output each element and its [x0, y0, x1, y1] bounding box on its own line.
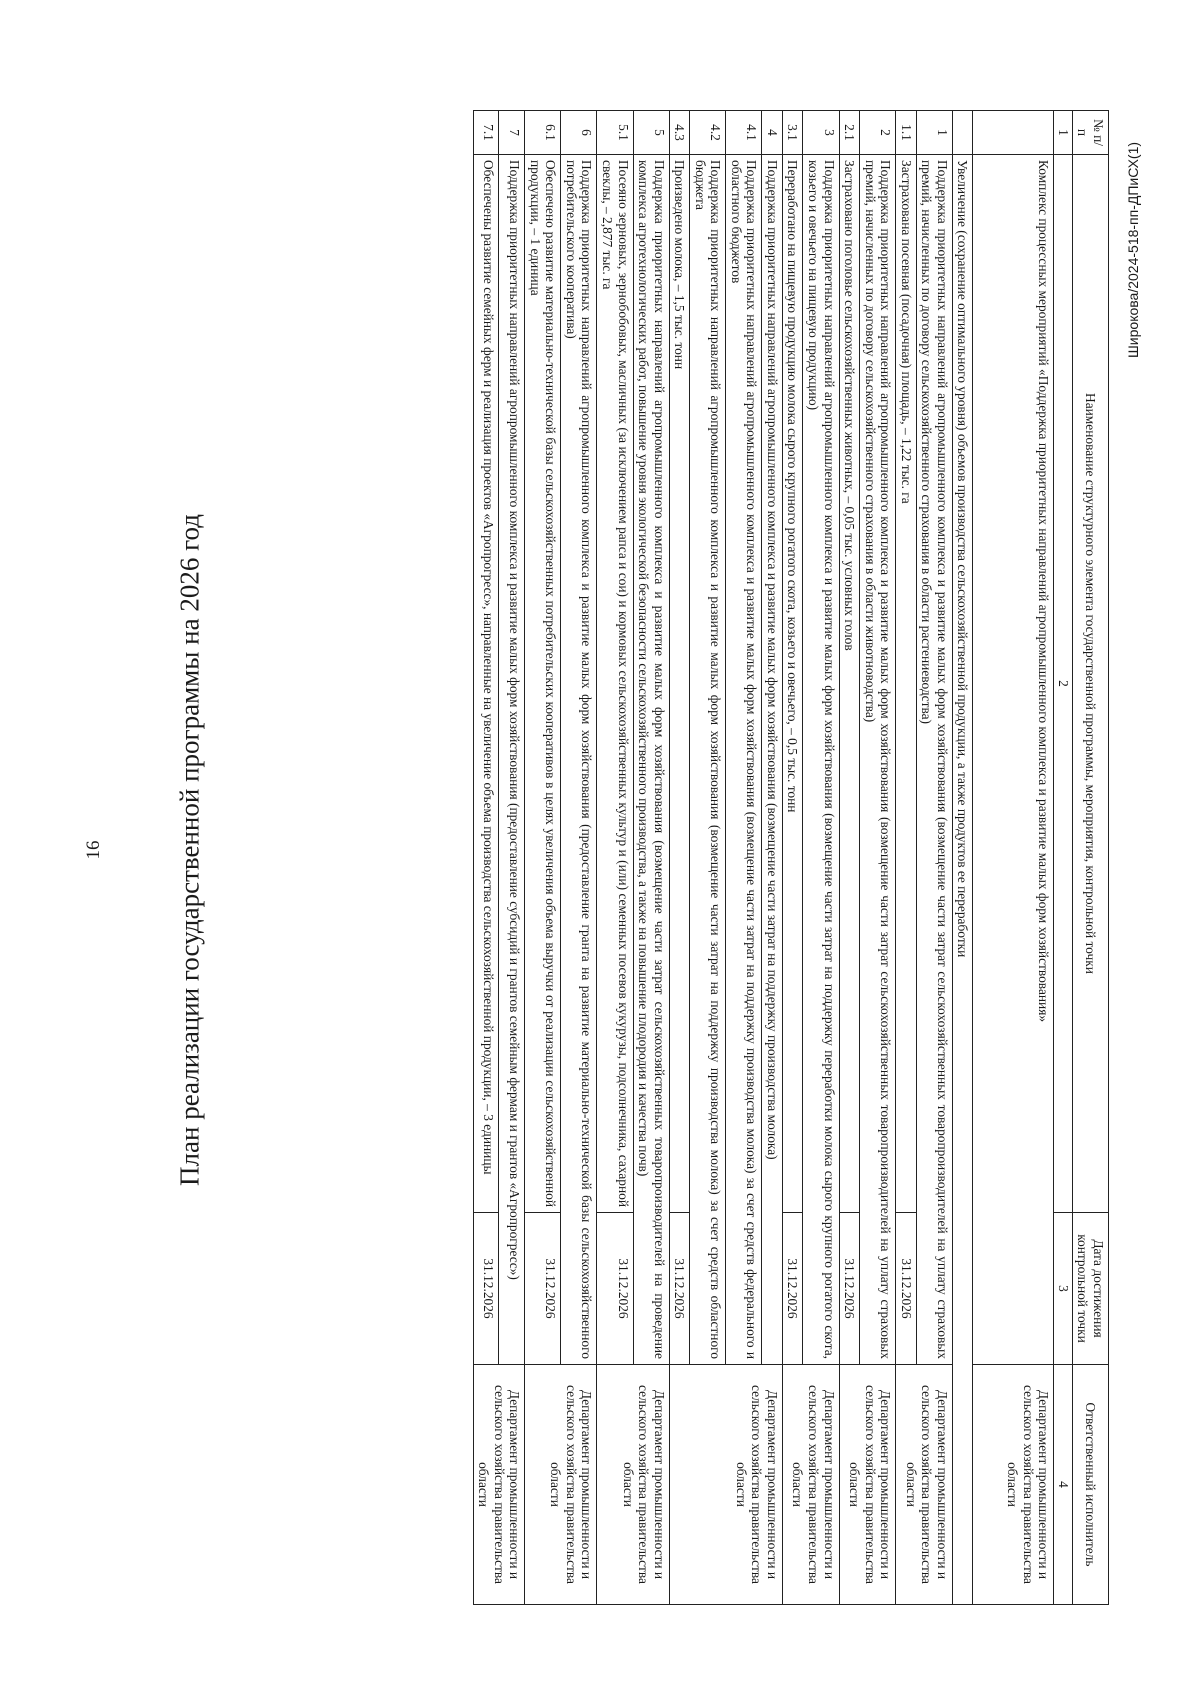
- complex-row: [973, 111, 1054, 1605]
- row-name: Застрахована посевная (посадочная) площадь, – 1,22 тыс. га: [896, 155, 917, 1213]
- table-row: [803, 111, 839, 1605]
- row-name: Поддержка приоритетных направлений агропромышленного комплекса и развитие малых форм хозяйствования (возмещение части затрат сельскохозяйственных товаропроизводителей на проведение комплекса агротехнологических работ, повышение уровня экологической безопасности сельскохозяйственного производства, а также на повышение плодородия и качества почв): [633, 155, 669, 1365]
- row-number: 4.2: [690, 111, 726, 155]
- row-number: 5: [633, 111, 669, 155]
- row-name: Поддержка приоритетных направлений агропромышленного комплекса и развитие малых форм хозяйствования (возмещение части затрат сельскохозяйственных товаропроизводителей на уплату страховых премий, начисленных по договору сельскохозяйственного страхования в области животноводства): [860, 155, 896, 1365]
- plan-table: [473, 110, 1109, 1605]
- row-date: 31.12.2026: [473, 1213, 499, 1365]
- responsible-cell: Департамент промышленности и сельского хозяйства правительства области: [473, 1365, 525, 1605]
- row-name: Обеспечены развитие семейных ферм и реализация проектов «Агропрогресс», направленные на увеличение объема производства сельскохозяйственной продукции, – 3 единицы: [473, 155, 499, 1213]
- column-number-row: [1054, 111, 1073, 1605]
- row-name: Поддержка приоритетных направлений агропромышленного комплекса и развитие малых форм хозяйствования (предоставление субсидий и грантов семейным фермам и грантов «Агропрогресс»): [499, 155, 525, 1365]
- column-number: 2: [1054, 155, 1073, 1213]
- row-name: Поддержка приоритетных направлений агропромышленного комплекса и развитие малых форм хозяйствования (возмещение части затрат на поддержку производства молока): [762, 155, 783, 1365]
- row-date: 31.12.2026: [839, 1213, 860, 1365]
- row-date: 31.12.2026: [525, 1213, 561, 1365]
- row-number: 6: [561, 111, 597, 155]
- row-name: Поддержка приоритетных направлений агропромышленного комплекса и развитие малых форм хозяйствования (возмещение части затрат на поддержку производства молока) за счет средств областного бюджета: [690, 155, 726, 1365]
- row-number: 4.1: [726, 111, 762, 155]
- row-name: Поддержка приоритетных направлений агропромышленного комплекса и развитие малых форм хозяйствования (возмещение части затрат сельскохозяйственных товаропроизводителей на уплату страховых премий, начисленных по договору сельскохозяйственного страхования в области растениеводства): [916, 155, 952, 1365]
- page-number: 16: [83, 840, 104, 860]
- responsible-cell: Департамент промышленности и сельского хозяйства правительства области: [973, 1365, 1054, 1605]
- responsible-cell: Департамент промышленности и сельского хозяйства правительства области: [782, 1365, 839, 1605]
- row-name: Поддержка приоритетных направлений агропромышленного комплекса и развитие малых форм хозяйствования (возмещение части затрат на поддержку переработки молока сырого крупного рогатого скота, козьего и овечьего на пищевую продукцию): [803, 155, 839, 1365]
- header-responsible: Ответственный исполнитель: [1072, 1365, 1108, 1605]
- section-title: Увеличение (сохранение оптимального уровня) объемов производства сельскохозяйственной продукции, а также продуктов ее переработки: [952, 155, 973, 1605]
- row-date: 31.12.2026: [896, 1213, 917, 1365]
- row-number: 4.3: [669, 111, 690, 155]
- complex-title: Комплекс процессных мероприятий «Поддержка приоритетных направлений агропромышленного комплекса и развитие малых форм хозяйствования»: [973, 155, 1054, 1365]
- row-name: Поддержка приоритетных направлений агропромышленного комплекса и развитие малых форм хозяйствования (возмещение части затрат на поддержку производства молока) за счет средств федерального и областного бюджетов: [726, 155, 762, 1365]
- header-row: [1072, 111, 1108, 1605]
- header-name: Наименование структурного элемента государственной программы, мероприятия, контрольной точки: [1072, 155, 1108, 1213]
- row-number: 7.1: [473, 111, 499, 155]
- header-date: Дата достижения контрольной точки: [1072, 1213, 1108, 1365]
- table-row: [633, 111, 669, 1605]
- row-name: Обеспечено развитие материально-технической базы сельскохозяйственных потребительских кооперативов в целях увеличения объема выручки от реализации сельскохозяйственной продукции, – 1 единица: [525, 155, 561, 1213]
- row-date: 31.12.2026: [669, 1213, 690, 1365]
- row-number: 4: [762, 111, 783, 155]
- section-row: [952, 111, 973, 1605]
- row-name: Застраховано поголовье сельскохозяйственных животных, – 0,05 тыс. условных голов: [839, 155, 860, 1213]
- table-row: [860, 111, 896, 1605]
- column-number: 1: [1054, 111, 1073, 155]
- row-name: Переработано на пищевую продукцию молока сырого крупного рогатого скота, козьего и овечьего, – 0,5 тыс. тонн: [782, 155, 803, 1213]
- header-num: № п/п: [1072, 111, 1108, 155]
- table-row: [499, 111, 525, 1605]
- row-number: 5.1: [597, 111, 633, 155]
- table-cell: [973, 111, 1054, 155]
- responsible-cell: Департамент промышленности и сельского хозяйства правительства области: [896, 1365, 953, 1605]
- row-number: 7: [499, 111, 525, 155]
- row-date: 31.12.2026: [597, 1213, 633, 1365]
- table-cell: [952, 111, 973, 155]
- row-name: Произведено молока, – 1,5 тыс. тонн: [669, 155, 690, 1213]
- row-date: 31.12.2026: [782, 1213, 803, 1365]
- row-name: Поддержка приоритетных направлений агропромышленного комплекса и развитие малых форм хозяйствования (предоставление гранта на развитие материально-технической базы сельскохозяйственного потребительского кооператива): [561, 155, 597, 1365]
- document-title: План реализации государственной программы на 2026 год: [174, 514, 205, 1186]
- responsible-cell: Департамент промышленности и сельского хозяйства правительства области: [525, 1365, 597, 1605]
- row-number: 2.1: [839, 111, 860, 155]
- table-row: [762, 111, 783, 1605]
- responsible-cell: Департамент промышленности и сельского хозяйства правительства области: [597, 1365, 669, 1605]
- document-code: Широкова/2024-518-пп-ДПиСХ(1): [1125, 141, 1141, 359]
- rotated-table-container: [209, 110, 1109, 1604]
- table-row: [561, 111, 597, 1605]
- row-name: Посеяно зерновых, зернобобовых, масличных (за исключением рапса и сои) и кормовых сельскохозяйственных культур и (или) семенных посевов кукурузы, подсолнечника, сахарной свеклы, – 2,877 тыс. га: [597, 155, 633, 1213]
- row-number: 6.1: [525, 111, 561, 155]
- row-number: 1.1: [896, 111, 917, 155]
- responsible-cell: Департамент промышленности и сельского хозяйства правительства области: [669, 1365, 782, 1605]
- row-number: 1: [916, 111, 952, 155]
- responsible-cell: Департамент промышленности и сельского хозяйства правительства области: [839, 1365, 896, 1605]
- column-number: 3: [1054, 1213, 1073, 1365]
- row-number: 3: [803, 111, 839, 155]
- table-row: [916, 111, 952, 1605]
- column-number: 4: [1054, 1365, 1073, 1605]
- row-number: 2: [860, 111, 896, 155]
- row-number: 3.1: [782, 111, 803, 155]
